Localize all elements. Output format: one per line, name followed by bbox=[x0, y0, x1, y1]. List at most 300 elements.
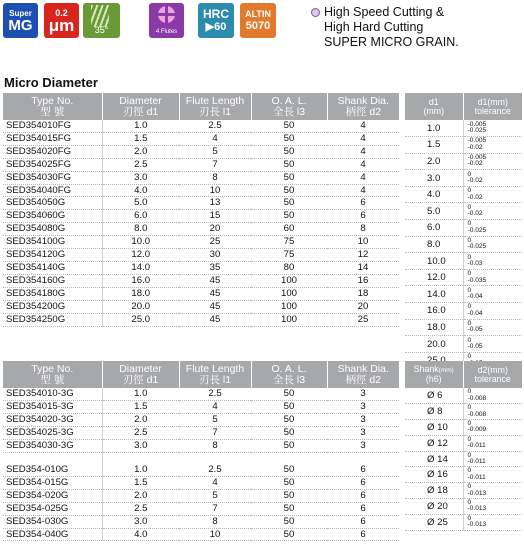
cell-size: 4.0 bbox=[405, 186, 463, 203]
col-d2-tolerance bbox=[463, 361, 522, 388]
table-row bbox=[405, 220, 522, 237]
tolerance-upper: 0 bbox=[467, 303, 472, 311]
table-row bbox=[3, 158, 399, 171]
cell-diameter: 1.5 bbox=[102, 400, 179, 413]
cell-size: Ø 14 bbox=[405, 451, 463, 467]
tolerance-upper: 0 bbox=[467, 336, 472, 344]
cell-flute-length: 10 bbox=[179, 528, 251, 541]
col-type bbox=[3, 93, 102, 120]
table-row bbox=[405, 404, 522, 420]
tolerance-lower: -0.05 bbox=[467, 326, 483, 334]
cell-oal: 50 bbox=[251, 400, 327, 413]
header-en: Shank Dia. bbox=[337, 94, 389, 107]
bullet-icon bbox=[311, 8, 320, 17]
cell-flute-length: 45 bbox=[179, 313, 251, 326]
cell-oal: 50 bbox=[251, 528, 327, 541]
header-text: d2(mm) bbox=[477, 364, 508, 375]
tolerance-lower: -0.013 bbox=[467, 489, 487, 497]
cell-diameter: 18.0 bbox=[102, 287, 179, 300]
tolerance-upper: 0 bbox=[467, 420, 472, 428]
cell-flute-length: 45 bbox=[179, 274, 251, 287]
cell-tolerance bbox=[463, 220, 522, 237]
table-row bbox=[3, 223, 399, 236]
cell-flute-length: 8 bbox=[179, 439, 251, 452]
table-row bbox=[405, 203, 522, 220]
cell-oal: 50 bbox=[251, 132, 327, 145]
tolerance-upper: -0.005 bbox=[467, 154, 487, 162]
cell-tolerance bbox=[463, 435, 522, 451]
cell-shank: 3 bbox=[327, 439, 399, 452]
cell-flute-length: 45 bbox=[179, 300, 251, 313]
cell-oal: 50 bbox=[251, 145, 327, 158]
tolerance-lower: -0.013 bbox=[467, 521, 487, 529]
header-zh: 刃長 l1 bbox=[198, 105, 232, 118]
cell-size: Ø 25 bbox=[405, 514, 463, 530]
tolerance-upper: 0 bbox=[467, 220, 472, 228]
tolerance-upper: 0 bbox=[467, 170, 472, 178]
cell-flute-length: 35 bbox=[179, 261, 251, 274]
table-row bbox=[3, 400, 399, 413]
cell-diameter: 12.0 bbox=[102, 249, 179, 262]
table-row bbox=[405, 420, 522, 436]
tolerance-upper: 0 bbox=[467, 388, 472, 396]
feature-line: High Hard Cutting bbox=[324, 20, 424, 34]
tolerance-upper: 0 bbox=[467, 353, 472, 361]
cell-oal: 50 bbox=[251, 413, 327, 426]
header-en: Flute Length bbox=[185, 362, 245, 375]
badge-text: 5070 bbox=[245, 20, 271, 32]
cell-shank: 4 bbox=[327, 184, 399, 197]
cell-diameter: 1.0 bbox=[102, 464, 179, 476]
col-oal bbox=[251, 361, 327, 388]
cell-flute-length: 15 bbox=[179, 210, 251, 223]
cell-tolerance bbox=[463, 203, 522, 220]
cell-type: SED354080G bbox=[3, 223, 102, 236]
header-text: tolerance bbox=[474, 373, 511, 384]
four-flute-icon bbox=[158, 6, 175, 23]
cell-diameter: 1.5 bbox=[102, 132, 179, 145]
table-row bbox=[405, 319, 522, 336]
table-row bbox=[405, 236, 522, 253]
cell-flute-length: 45 bbox=[179, 287, 251, 300]
cell-size: 20.0 bbox=[405, 336, 463, 353]
badge-text: HRC bbox=[203, 7, 229, 21]
tolerance-upper: 0 bbox=[467, 499, 472, 507]
cell-oal: 50 bbox=[251, 476, 327, 489]
tolerance-lower: -0.008 bbox=[467, 410, 487, 418]
header-en: Diameter bbox=[119, 94, 162, 107]
table-row bbox=[405, 137, 522, 154]
cell-shank: 4 bbox=[327, 120, 399, 132]
table-row bbox=[3, 197, 399, 210]
cell-type: SED354015FG bbox=[3, 132, 102, 145]
table-row bbox=[3, 236, 399, 249]
cell-shank: 3 bbox=[327, 388, 399, 400]
cell-type: SED354010-3G bbox=[3, 388, 102, 400]
tolerance-upper: 0 bbox=[467, 404, 472, 412]
tolerance-lower: -0.02 bbox=[467, 193, 483, 201]
tolerance-upper: 0 bbox=[467, 435, 472, 443]
spacer-cell bbox=[179, 452, 251, 464]
tolerance-lower: -0.04 bbox=[467, 309, 483, 317]
tolerance-lower: -0.03 bbox=[467, 260, 483, 268]
header-en: Diameter bbox=[119, 362, 162, 375]
tolerance-upper: 0 bbox=[467, 514, 472, 522]
cell-shank: 6 bbox=[327, 464, 399, 476]
feature-line: SUPER MICRO GRAIN. bbox=[324, 35, 459, 49]
spacer-cell bbox=[251, 452, 327, 464]
header-zh: 刃長 l1 bbox=[198, 373, 232, 386]
cell-type: SED354-010G bbox=[3, 464, 102, 476]
table-row bbox=[3, 287, 399, 300]
cell-size: 3.0 bbox=[405, 170, 463, 187]
table-row bbox=[3, 132, 399, 145]
cell-tolerance bbox=[463, 286, 522, 303]
table-row bbox=[3, 274, 399, 287]
cell-type: SED354100G bbox=[3, 236, 102, 249]
header-text: Shank bbox=[413, 364, 439, 374]
col-diameter bbox=[102, 93, 179, 120]
tolerance-upper: -0.005 bbox=[467, 120, 487, 128]
tolerance-upper: 0 bbox=[467, 483, 472, 491]
cell-flute-length: 2.5 bbox=[179, 388, 251, 400]
cell-type: SED354-020G bbox=[3, 489, 102, 502]
cell-oal: 50 bbox=[251, 464, 327, 476]
cell-shank: 6 bbox=[327, 528, 399, 541]
cell-diameter: 6.0 bbox=[102, 210, 179, 223]
tolerance-lower: -0.05 bbox=[467, 343, 483, 351]
cell-type: SED354030-3G bbox=[3, 439, 102, 452]
cell-diameter: 14.0 bbox=[102, 261, 179, 274]
cell-diameter: 3.0 bbox=[102, 515, 179, 528]
tolerance-lower: -0.035 bbox=[467, 276, 487, 284]
cell-tolerance bbox=[463, 336, 522, 353]
cell-oal: 75 bbox=[251, 236, 327, 249]
cell-tolerance bbox=[463, 120, 522, 137]
header-text: (mm) bbox=[423, 105, 444, 116]
cell-type: SED354060G bbox=[3, 210, 102, 223]
cell-shank: 12 bbox=[327, 249, 399, 262]
cell-shank: 3 bbox=[327, 426, 399, 439]
table-row bbox=[3, 313, 399, 326]
table-row bbox=[3, 464, 399, 476]
cell-flute-length: 20 bbox=[179, 223, 251, 236]
header-unit: (mm) bbox=[438, 367, 454, 374]
cell-tolerance bbox=[463, 514, 522, 530]
table-row bbox=[3, 261, 399, 274]
cell-shank: 6 bbox=[327, 197, 399, 210]
header-en: Shank Dia. bbox=[337, 362, 389, 375]
header-zh: 型 號 bbox=[40, 373, 65, 386]
cell-flute-length: 2.5 bbox=[179, 464, 251, 476]
col-oal bbox=[251, 93, 327, 120]
tolerance-upper: 0 bbox=[467, 270, 472, 278]
cell-diameter: 20.0 bbox=[102, 300, 179, 313]
cell-size: Ø 10 bbox=[405, 420, 463, 436]
cell-flute-length: 4 bbox=[179, 400, 251, 413]
table-row bbox=[405, 286, 522, 303]
tolerance-upper: 0 bbox=[467, 237, 472, 245]
cell-type: SED354025-3G bbox=[3, 426, 102, 439]
table-row bbox=[3, 502, 399, 515]
cell-size: 14.0 bbox=[405, 286, 463, 303]
cell-tolerance bbox=[463, 451, 522, 467]
col-shank bbox=[327, 93, 399, 120]
tolerance-lower: -0.013 bbox=[467, 505, 487, 513]
header-zh: 柄徑 d2 bbox=[345, 373, 382, 386]
cell-shank: 4 bbox=[327, 171, 399, 184]
cell-flute-length: 5 bbox=[179, 145, 251, 158]
table-header-row bbox=[405, 93, 522, 120]
table-row bbox=[3, 210, 399, 223]
cell-shank: 16 bbox=[327, 274, 399, 287]
table-row bbox=[405, 120, 522, 137]
cell-tolerance bbox=[463, 153, 522, 170]
super-mg-badge bbox=[3, 3, 38, 38]
cell-tolerance bbox=[463, 467, 522, 483]
cell-shank: 4 bbox=[327, 132, 399, 145]
table-row bbox=[405, 451, 522, 467]
table-row bbox=[3, 489, 399, 502]
cell-oal: 50 bbox=[251, 502, 327, 515]
table-row bbox=[405, 186, 522, 203]
table-row bbox=[3, 439, 399, 452]
cell-size: 18.0 bbox=[405, 319, 463, 336]
cell-type: SED354-030G bbox=[3, 515, 102, 528]
table-row bbox=[405, 336, 522, 353]
cell-diameter: 2.0 bbox=[102, 413, 179, 426]
header-zh: 全長 l3 bbox=[272, 105, 306, 118]
header-zh: 刃徑 d1 bbox=[122, 105, 159, 118]
cell-shank: 4 bbox=[327, 158, 399, 171]
cell-flute-length: 8 bbox=[179, 515, 251, 528]
cell-tolerance bbox=[463, 236, 522, 253]
table-row bbox=[405, 514, 522, 530]
tolerance-lower: -0.009 bbox=[467, 426, 487, 434]
cell-oal: 50 bbox=[251, 426, 327, 439]
cell-size: 1.0 bbox=[405, 120, 463, 137]
tolerance-upper: 0 bbox=[467, 286, 472, 294]
cell-size: Ø 18 bbox=[405, 483, 463, 499]
cell-type: SED354250G bbox=[3, 313, 102, 326]
cell-tolerance bbox=[463, 186, 522, 203]
tolerance-lower: -0.04 bbox=[467, 293, 483, 301]
cell-diameter: 10.0 bbox=[102, 236, 179, 249]
table-row bbox=[3, 120, 399, 132]
cell-oal: 50 bbox=[251, 197, 327, 210]
cell-type: SED354040FG bbox=[3, 184, 102, 197]
table-row bbox=[405, 435, 522, 451]
header-text: d1(mm) bbox=[477, 96, 508, 107]
cell-flute-length: 10 bbox=[179, 184, 251, 197]
header-en: Type No. bbox=[31, 94, 74, 107]
cell-size: 2.0 bbox=[405, 153, 463, 170]
cell-shank: 20 bbox=[327, 300, 399, 313]
cell-type: SED354010FG bbox=[3, 120, 102, 132]
badge-text: 4 Flutes bbox=[155, 29, 178, 35]
tolerance-lower: -0.011 bbox=[467, 442, 486, 450]
table-row bbox=[3, 426, 399, 439]
cell-oal: 50 bbox=[251, 184, 327, 197]
cell-shank: 4 bbox=[327, 145, 399, 158]
cell-diameter: 16.0 bbox=[102, 274, 179, 287]
badge-text: 35° bbox=[94, 25, 109, 35]
shank-tolerance-table bbox=[405, 361, 522, 531]
cell-type: SED354-025G bbox=[3, 502, 102, 515]
col-d1-tolerance bbox=[463, 93, 522, 120]
cell-tolerance bbox=[463, 404, 522, 420]
cell-type: SED354-015G bbox=[3, 476, 102, 489]
cell-flute-length: 7 bbox=[179, 502, 251, 515]
cell-diameter: 8.0 bbox=[102, 223, 179, 236]
table-row bbox=[405, 303, 522, 320]
tolerance-upper: 0 bbox=[467, 203, 472, 211]
cell-flute-length: 5 bbox=[179, 413, 251, 426]
cell-diameter: 1.0 bbox=[102, 120, 179, 132]
spec-table-shank bbox=[3, 361, 399, 541]
cell-diameter: 3.0 bbox=[102, 171, 179, 184]
cell-oal: 100 bbox=[251, 300, 327, 313]
header-text: tolerance bbox=[474, 105, 511, 116]
cell-shank: 3 bbox=[327, 400, 399, 413]
table-row bbox=[3, 528, 399, 541]
table-row bbox=[3, 300, 399, 313]
table-row bbox=[3, 145, 399, 158]
cell-oal: 100 bbox=[251, 274, 327, 287]
cell-oal: 80 bbox=[251, 261, 327, 274]
cell-shank: 6 bbox=[327, 502, 399, 515]
cell-diameter: 2.0 bbox=[102, 145, 179, 158]
cell-oal: 50 bbox=[251, 120, 327, 132]
tolerance-upper: 0 bbox=[467, 187, 472, 195]
cell-tolerance bbox=[463, 420, 522, 436]
cell-type: SED354120G bbox=[3, 249, 102, 262]
cell-oal: 50 bbox=[251, 439, 327, 452]
cell-shank: 10 bbox=[327, 236, 399, 249]
badge-text: ▶60 bbox=[205, 21, 227, 33]
table-row bbox=[3, 515, 399, 528]
cell-shank: 14 bbox=[327, 261, 399, 274]
col-shank bbox=[327, 361, 399, 388]
cell-flute-length: 7 bbox=[179, 158, 251, 171]
col-flute-length bbox=[179, 361, 251, 388]
cell-diameter: 4.0 bbox=[102, 184, 179, 197]
cell-oal: 50 bbox=[251, 489, 327, 502]
table-row bbox=[405, 483, 522, 499]
cell-oal: 100 bbox=[251, 287, 327, 300]
cell-size: Ø 20 bbox=[405, 499, 463, 515]
spec-table-micro bbox=[3, 93, 399, 327]
cell-flute-length: 4 bbox=[179, 476, 251, 489]
cell-type: SED354140G bbox=[3, 261, 102, 274]
table-row bbox=[405, 253, 522, 270]
col-diameter bbox=[102, 361, 179, 388]
header-zh: 全長 l3 bbox=[272, 373, 306, 386]
cell-oal: 60 bbox=[251, 223, 327, 236]
cell-type: SED354200G bbox=[3, 300, 102, 313]
cell-diameter: 1.0 bbox=[102, 388, 179, 400]
micro-grain-badge bbox=[44, 3, 79, 38]
cell-type: SED354015-3G bbox=[3, 400, 102, 413]
cell-size: Ø 12 bbox=[405, 435, 463, 451]
cell-size: Ø 16 bbox=[405, 467, 463, 483]
tolerance-lower: -0.02 bbox=[467, 177, 483, 185]
cell-oal: 50 bbox=[251, 210, 327, 223]
cell-tolerance bbox=[463, 303, 522, 320]
cell-tolerance bbox=[463, 319, 522, 336]
tolerance-lower: -0.025 bbox=[467, 127, 487, 135]
cell-tolerance bbox=[463, 388, 522, 404]
cell-tolerance bbox=[463, 269, 522, 286]
tolerance-lower: -0.02 bbox=[467, 210, 483, 218]
cell-flute-length: 2.5 bbox=[179, 120, 251, 132]
cell-type: SED354160G bbox=[3, 274, 102, 287]
helix-angle-badge bbox=[83, 3, 120, 38]
cell-type: SED354050G bbox=[3, 197, 102, 210]
cell-flute-length: 25 bbox=[179, 236, 251, 249]
cell-diameter: 2.0 bbox=[102, 489, 179, 502]
cell-type: SED354-040G bbox=[3, 528, 102, 541]
spacer-cell bbox=[327, 452, 399, 464]
table-row bbox=[3, 476, 399, 489]
cell-size: 1.5 bbox=[405, 137, 463, 154]
header-text: d1 bbox=[428, 96, 439, 107]
cell-shank: 6 bbox=[327, 489, 399, 502]
cell-flute-length: 5 bbox=[179, 489, 251, 502]
cell-diameter: 2.5 bbox=[102, 158, 179, 171]
cell-shank: 6 bbox=[327, 210, 399, 223]
table-header-row bbox=[3, 361, 399, 388]
cell-diameter: 5.0 bbox=[102, 197, 179, 210]
tolerance-lower: -0.008 bbox=[467, 394, 487, 402]
cell-type: SED354020FG bbox=[3, 145, 102, 158]
header-text: (h6) bbox=[425, 374, 442, 384]
header-en: O. A. L. bbox=[271, 94, 307, 107]
cell-shank: 3 bbox=[327, 413, 399, 426]
cell-flute-length: 13 bbox=[179, 197, 251, 210]
table-row bbox=[3, 388, 399, 400]
table-row bbox=[405, 467, 522, 483]
header-zh: 柄徑 d2 bbox=[345, 105, 382, 118]
table-row bbox=[405, 388, 522, 404]
cell-diameter: 2.5 bbox=[102, 502, 179, 515]
cell-size: Ø 6 bbox=[405, 388, 463, 404]
cell-size: 12.0 bbox=[405, 269, 463, 286]
cell-diameter: 4.0 bbox=[102, 528, 179, 541]
tolerance-upper: 0 bbox=[467, 320, 472, 328]
tolerance-lower: -0.02 bbox=[467, 143, 483, 151]
tolerance-upper: 0 bbox=[467, 451, 472, 459]
header-zh: 型 號 bbox=[40, 105, 65, 118]
cell-size: Ø 8 bbox=[405, 404, 463, 420]
tolerance-lower: -0.025 bbox=[467, 226, 487, 234]
cell-oal: 50 bbox=[251, 158, 327, 171]
cell-tolerance bbox=[463, 499, 522, 515]
table-row bbox=[3, 171, 399, 184]
table-row bbox=[3, 184, 399, 197]
feature-line: High Speed Cutting & bbox=[324, 5, 445, 19]
header-zh: 刃徑 d1 bbox=[122, 373, 159, 386]
tolerance-lower: -0.025 bbox=[467, 243, 487, 251]
tolerance-upper: 0 bbox=[467, 467, 472, 475]
cell-size: 5.0 bbox=[405, 203, 463, 220]
badge-text: Super bbox=[9, 8, 32, 18]
cell-diameter: 25.0 bbox=[102, 313, 179, 326]
table-header-row bbox=[405, 361, 522, 388]
tolerance-upper: 0 bbox=[467, 253, 472, 261]
col-d1 bbox=[405, 93, 463, 120]
header-en: Type No. bbox=[31, 362, 74, 375]
